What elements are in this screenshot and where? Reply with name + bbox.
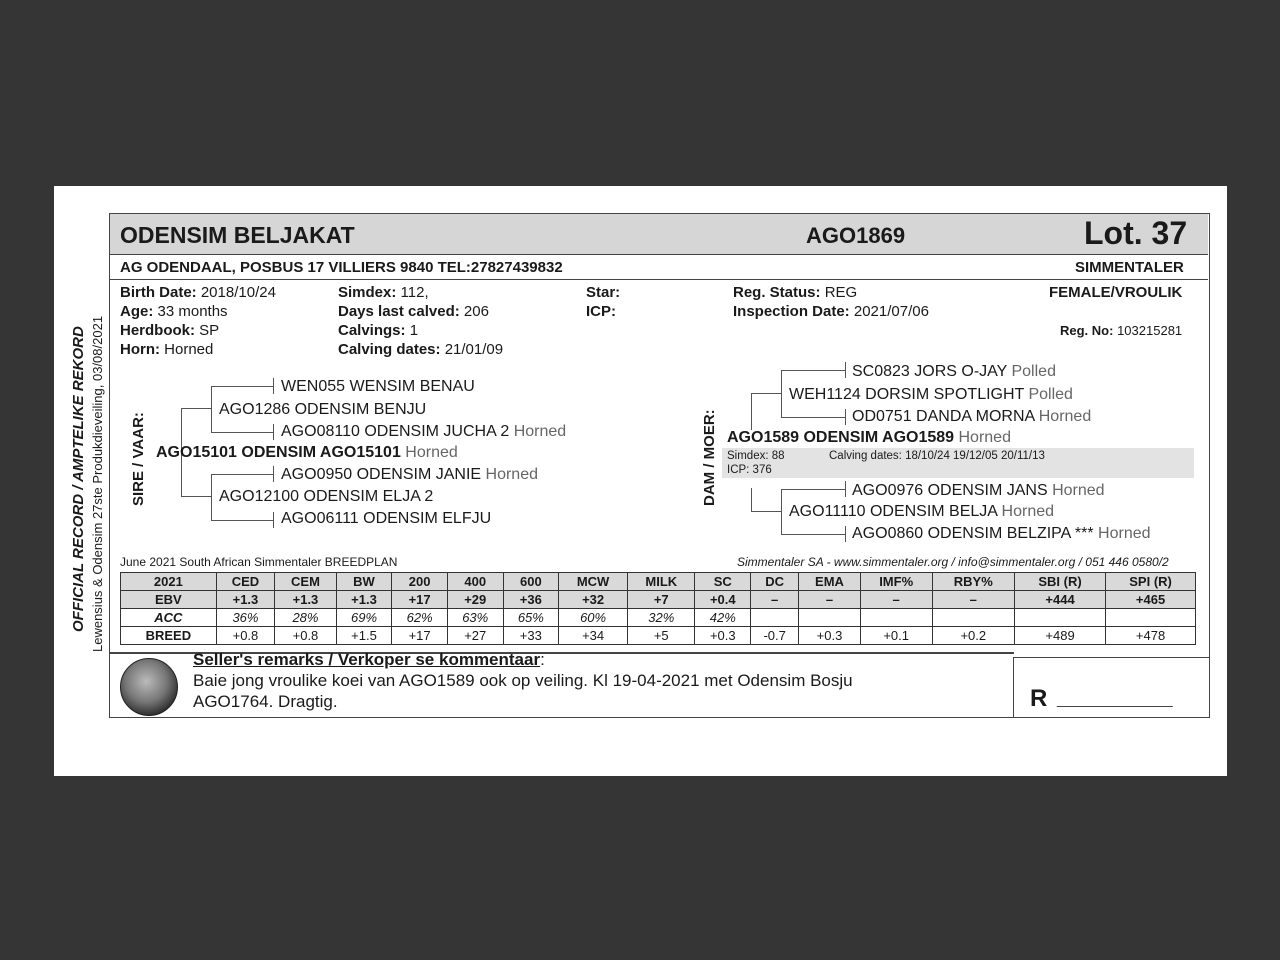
ebv-cell: +36 [503,591,559,609]
dam-ggs2 [852,482,1105,500]
dam-gd-horn: Horned [1001,503,1055,520]
calving-dates [338,341,503,358]
calving-dates-label: Calving dates: [338,341,441,358]
breed-cell: +0.8 [216,627,275,645]
header-cell: IMF% [860,573,932,591]
animal-id: AGO1869 [806,223,906,248]
acc-cell [932,609,1014,627]
birth-date [120,284,276,301]
ebv-cell: – [799,591,860,609]
ebv-cell: – [860,591,932,609]
header-cell: DC [751,573,799,591]
acc-cell: 28% [275,609,336,627]
breed-cell: +1.5 [336,627,392,645]
header-cell: 400 [447,573,503,591]
dam-simdex: Simdex: 88 [727,450,785,462]
header-label: 2021 [121,573,217,591]
reg-status-value: REG [824,284,858,301]
reg-number [1060,323,1182,338]
dam-ggd1-name: OD0751 DANDA MORNA [852,408,1035,425]
sire-ggd1-horn: Horned [513,423,567,440]
birth-date-value: 2018/10/24 [200,284,276,301]
days-value: 206 [463,303,489,320]
contact-caption: Simmentaler SA - www.simmentaler.org / info@simmentaler.org / 051 446 0580/2 [737,555,1169,569]
age [120,303,228,320]
birth-date-label: Birth Date: [120,284,197,301]
simdex-value: 112, [400,284,429,301]
dam-gs-horn: Polled [1028,386,1073,403]
breed-cell: +0.3 [799,627,860,645]
price-currency: R [1030,685,1048,712]
acc-cell: 69% [336,609,392,627]
owner-address: AG ODENDAAL, POSBUS 17 VILLIERS 9840 TEL:27827439832 [120,259,563,276]
ebv-cell: +7 [628,591,695,609]
ebv-cell: +444 [1014,591,1105,609]
icp-label: ICP: [586,303,616,320]
dam-horn: Horned [958,429,1011,446]
age-value: 33 months [157,303,228,320]
calvings [338,322,418,339]
herdbook [120,322,219,339]
inspection-label: Inspection Date: [733,303,850,320]
remarks-title [193,650,545,670]
lot-card [54,186,1227,776]
header-cell: EMA [799,573,860,591]
dam-name [727,429,1011,447]
days-label: Days last calved: [338,303,460,320]
sire-ggd1-name: AGO08110 ODENSIM JUCHA 2 [281,423,510,440]
sire-ggs2-horn: Horned [485,466,538,483]
age-label: Age: [120,303,154,320]
breed-cell: +478 [1106,627,1196,645]
sire-section-label: SIRE / VAAR: [130,412,147,506]
sire-name [156,444,458,462]
globe-logo-icon [120,658,178,716]
remarks-title-text: Seller's remarks / Verkoper se kommentaar [193,650,541,669]
dam-ggd2-name: AGO0860 ODENSIM BELZIPA *** [852,525,1094,542]
ebv-cell: +465 [1106,591,1196,609]
breed-label: BREED [121,627,217,645]
animal-name: ODENSIM BELJAKAT [120,222,355,248]
dam-gs-name: WEH1124 DORSIM SPOTLIGHT [789,386,1025,403]
sire-ggd2: AGO06111 ODENSIM ELFJU [281,510,492,527]
remarks-line2: AGO1764. Dragtig. [193,692,338,711]
acc-cell: 36% [216,609,275,627]
dam-ggd2 [852,525,1151,543]
breed-cell: +489 [1014,627,1105,645]
acc-cell: 60% [559,609,628,627]
breed-cell: +0.2 [932,627,1014,645]
breed-cell: +34 [559,627,628,645]
header-cell: SC [695,573,751,591]
header-cell: SPI (R) [1106,573,1196,591]
acc-cell: 42% [695,609,751,627]
ebv-row [121,591,1196,609]
inspection-value: 2021/07/06 [853,303,929,320]
dam-ggd1-horn: Horned [1038,408,1092,425]
star-label: Star: [586,284,621,301]
ebv-label: EBV [121,591,217,609]
herdbook-value: SP [199,322,220,339]
ebv-cell: +17 [392,591,448,609]
dam-ggs1-horn: Polled [1011,363,1056,380]
breed-cell: -0.7 [751,627,799,645]
sire-gs: AGO1286 ODENSIM BENJU [219,401,427,418]
sire-ggs1: WEN055 WENSIM BENAU [281,378,475,395]
horn-value: Horned [164,341,214,358]
dam-ggs2-horn: Horned [1052,482,1105,499]
acc-cell [799,609,860,627]
acc-cell [1014,609,1105,627]
breed-cell: +33 [503,627,559,645]
calving-dates-value: 21/01/09 [444,341,504,358]
breed-label: SIMMENTALER [1075,259,1184,276]
header-cell: BW [336,573,392,591]
regno-label: Reg. No: [1060,323,1114,338]
remarks-title-colon: : [540,650,545,669]
breed-cell: +17 [392,627,448,645]
acc-cell [860,609,932,627]
breed-row [121,627,1196,645]
ebv-table [120,572,1196,645]
simdex [338,284,429,301]
dam-icp: ICP: 376 [727,464,772,476]
dam-gd-name: AGO11110 ODENSIM BELJA [789,503,998,520]
inspection-date [733,303,929,320]
header-cell: CEM [275,573,336,591]
header-cell: CED [216,573,275,591]
auction-label: Lewensius & Odensim 27ste Produkdieveiling, 03/08/2021 [90,315,105,652]
acc-cell: 63% [447,609,503,627]
dam-calving-dates: Calving dates: 18/10/24 19/12/05 20/11/13 [829,450,1045,462]
dam-gs [789,386,1073,404]
horn [120,341,213,358]
sire-ggd1 [281,423,566,441]
regno-value: 103215281 [1117,323,1183,338]
acc-label: ACC [121,609,217,627]
ebv-cell: +1.3 [216,591,275,609]
official-record-label: OFFICIAL RECORD / AMPTELIKE REKORD [70,326,87,632]
breedplan-caption: June 2021 South African Simmentaler BREEDPLAN [120,555,398,569]
header-cell: SBI (R) [1014,573,1105,591]
ebv-cell: +0.4 [695,591,751,609]
price-blank[interactable]: _____________ [1057,691,1173,708]
sire-name-text: AGO15101 ODENSIM AGO15101 [156,444,401,461]
dam-name-text: AGO1589 ODENSIM AGO1589 [727,429,955,446]
breed-cell: +27 [447,627,503,645]
acc-cell: 62% [392,609,448,627]
header-cell: RBY% [932,573,1014,591]
horn-label: Horn: [120,341,160,358]
reg-status-label: Reg. Status: [733,284,821,301]
dam-ggs1-name: SC0823 JORS O-JAY [852,363,1008,380]
dam-section-label: DAM / MOER: [701,409,718,506]
ebv-cell: – [751,591,799,609]
header-cell: MCW [559,573,628,591]
header-cell: 200 [392,573,448,591]
ebv-cell: +29 [447,591,503,609]
lot-number: Lot. 37 [1084,215,1188,251]
sire-horn: Horned [405,444,458,461]
dam-ggs2-name: AGO0976 ODENSIM JANS [852,482,1048,499]
dam-ggd1 [852,408,1091,426]
reg-status [733,284,857,301]
remarks-line1: Baie jong vroulike koei van AGO1589 ook op veiling. Kl 19-04-2021 met Odensim Bosju [193,671,853,690]
breed-cell: +5 [628,627,695,645]
sire-gd: AGO12100 ODENSIM ELJA 2 [219,488,434,505]
days-last-calved [338,303,489,320]
ebv-header-row [121,573,1196,591]
header-cell: 600 [503,573,559,591]
acc-cell: 65% [503,609,559,627]
dam-gd [789,503,1054,521]
ebv-cell: +1.3 [275,591,336,609]
dam-ggs1 [852,363,1056,381]
ebv-cell: – [932,591,1014,609]
dam-ggd2-horn: Horned [1098,525,1151,542]
calvings-label: Calvings: [338,322,406,339]
sire-ggs2 [281,466,538,484]
acc-cell [1106,609,1196,627]
simdex-label: Simdex: [338,284,397,301]
ebv-cell: +32 [559,591,628,609]
breed-cell: +0.8 [275,627,336,645]
breed-cell: +0.1 [860,627,932,645]
acc-row [121,609,1196,627]
ebv-cell: +1.3 [336,591,392,609]
acc-cell [751,609,799,627]
sire-ggs2-name: AGO0950 ODENSIM JANIE [281,466,482,483]
acc-cell: 32% [628,609,695,627]
breed-cell: +0.3 [695,627,751,645]
sex-label: FEMALE/VROULIK [1049,284,1183,301]
calvings-value: 1 [409,322,419,339]
header-cell: MILK [628,573,695,591]
herdbook-label: Herdbook: [120,322,195,339]
